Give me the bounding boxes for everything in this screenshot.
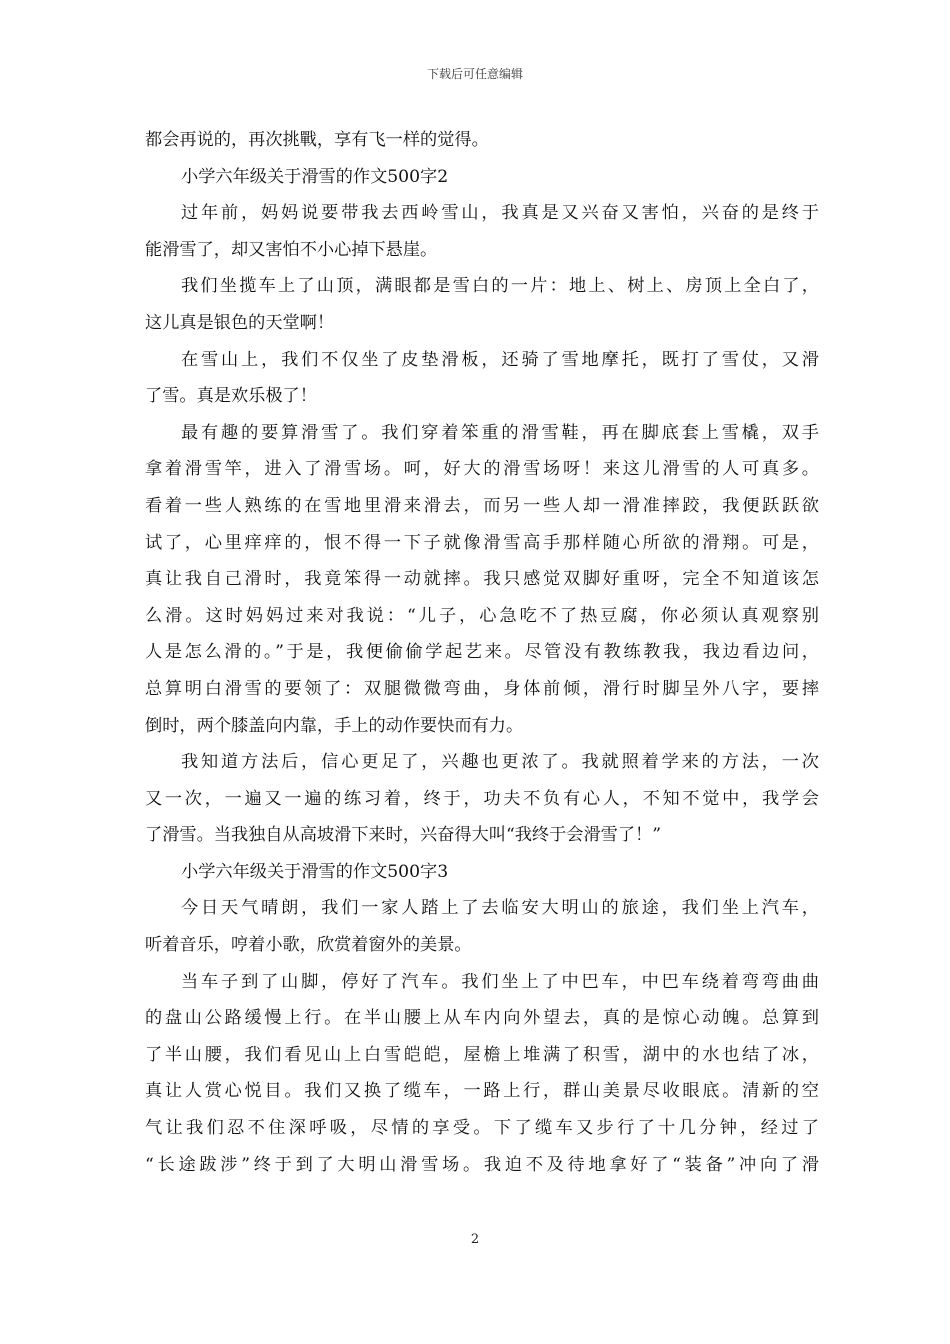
text-line: 看着一些人熟练的在雪地里滑来滑去，而另一些人却一滑准摔跤，我便跃跃欲 bbox=[145, 495, 819, 516]
document-body bbox=[145, 122, 819, 1183]
text-line: 小学六年级关于滑雪的作文500字2 bbox=[181, 166, 449, 187]
text-line: 我们坐揽车上了山顶，满眼都是雪白的一片：地上、树上、房顶上全白了， bbox=[181, 276, 819, 297]
text-line: 又一次，一遍又一遍的练习着，终于，功夫不负有心人，不知不觉中，我学会 bbox=[145, 788, 819, 809]
text-line: 了滑雪。当我独自从高坡滑下来时，兴奋得大叫“我终于会滑雪了！” bbox=[145, 825, 662, 846]
text-line: 真让我自己滑时，我竟笨得一动就摔。我只感觉双脚好重呀，完全不知道该怎 bbox=[145, 569, 819, 590]
page-number: 2 bbox=[470, 1232, 480, 1247]
text-line: 当车子到了山脚，停好了汽车。我们坐上了中巴车，中巴车绕着弯弯曲曲 bbox=[181, 971, 819, 992]
text-line: 了雪。真是欢乐极了！ bbox=[145, 386, 317, 407]
text-line: 这儿真是银色的天堂啊！ bbox=[145, 312, 335, 333]
text-line: 小学六年级关于滑雪的作文500字3 bbox=[181, 861, 449, 882]
text-line: 么滑。这时妈妈过来对我说：“儿子，心急吃不了热豆腐，你必须认真观察别 bbox=[145, 605, 819, 626]
text-line: 了半山腰，我们看见山上白雪皑皑，屋檐上堆满了积雪，湖中的水也结了冰， bbox=[145, 1044, 819, 1065]
text-line: 的盘山公路缓慢上行。在半山腰上从车内向外望去，真的是惊心动魄。总算到 bbox=[145, 1008, 819, 1029]
text-line: 试了，心里痒痒的，恨不得一下子就像滑雪高手那样随心所欲的滑翔。可是， bbox=[145, 532, 819, 553]
text-line: 都会再说的，再次挑戰，享有飞一样的觉得。 bbox=[145, 130, 489, 150]
text-line: 在雪山上，我们不仅坐了皮垫滑板，还骑了雪地摩托，既打了雪仗，又滑 bbox=[181, 349, 819, 370]
text-line: 过年前，妈妈说要带我去西岭雪山，我真是又兴奋又害怕，兴奋的是终于 bbox=[181, 203, 819, 224]
text-line: 拿着滑雪竿，进入了滑雪场。呵，好大的滑雪场呀！来这儿滑雪的人可真多。 bbox=[145, 459, 819, 480]
text-line: 真让人赏心悦目。我们又换了缆车，一路上行，群山美景尽收眼底。清新的空 bbox=[145, 1081, 819, 1102]
text-line: 人是怎么滑的。”于是，我便偷偷学起艺来。尽管没有教练教我，我边看边问， bbox=[145, 642, 819, 663]
text-line: 总算明白滑雪的要领了：双腿微微弯曲，身体前倾，滑行时脚呈外八字，要摔 bbox=[145, 678, 819, 699]
text-line: 能滑雪了，却又害怕不小心掉下悬崖。 bbox=[145, 239, 438, 260]
page-header: 下载后可任意编辑 bbox=[426, 67, 523, 81]
text-line: 倒时，两个膝盖向内靠，手上的动作要快而有力。 bbox=[145, 715, 524, 736]
text-line: 我知道方法后，信心更足了，兴趣也更浓了。我就照着学来的方法，一次 bbox=[181, 752, 819, 773]
text-line: 气让我们忍不住深呼吸，尽情的享受。下了缆车又步行了十几分钟，经过了 bbox=[145, 1118, 819, 1139]
text-line: 听着音乐，哼着小歌，欣赏着窗外的美景。 bbox=[145, 935, 472, 956]
text-line: 最有趣的要算滑雪了。我们穿着笨重的滑雪鞋，再在脚底套上雪橇，双手 bbox=[181, 422, 819, 443]
text-line: 今日天气晴朗，我们一家人踏上了去临安大明山的旅途，我们坐上汽车， bbox=[181, 898, 819, 919]
text-line: “长途跋涉”终于到了大明山滑雪场。我迫不及待地拿好了“装备”冲向了滑 bbox=[145, 1154, 819, 1175]
